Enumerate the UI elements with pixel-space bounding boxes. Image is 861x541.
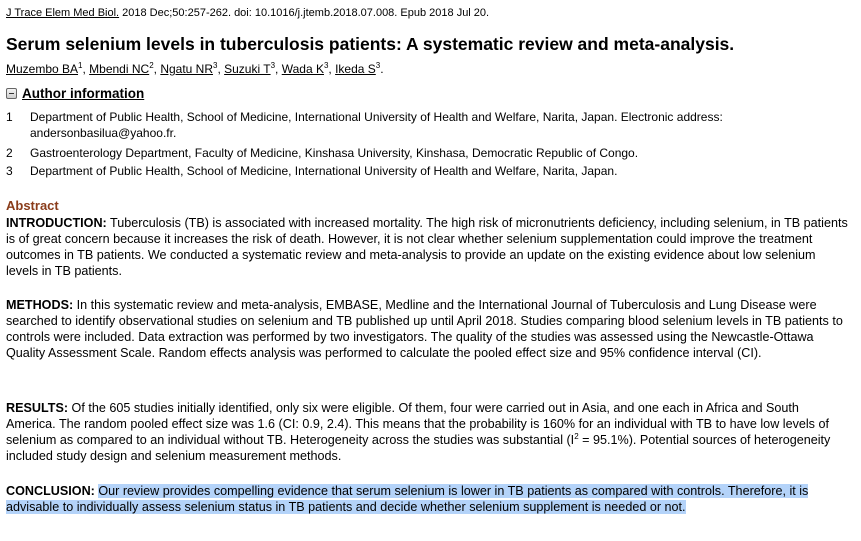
abstract-results: [6, 400, 851, 464]
author-link[interactable]: Ikeda S: [335, 62, 376, 76]
affiliation-number: 3: [6, 164, 13, 178]
results-text-continued: = 95.1%). Potential sources of heterogeneity included study design and selenium measurement methods.: [6, 433, 831, 463]
author-separator: ,: [275, 62, 282, 76]
author-information-label[interactable]: Author information: [22, 86, 145, 101]
author-separator: ,: [82, 62, 90, 76]
introduction-text: Tuberculosis (TB) is associated with increased mortality. The high risk of micronutrients deficiency, including selenium, in TB patients is of great concern because it increases the risk of death. However, it is not clear whether selenium supplementation could improve the treatment outcomes in TB patients. We conducted a systematic review and meta-analysis to provide an update on the existing evidence about low selenium levels in TB patients.: [6, 216, 848, 278]
affiliation-number: 2: [6, 146, 13, 160]
conclusion-text-selected[interactable]: Our review provides compelling evidence that serum selenium is lower in TB patients as compared with controls. Therefore, it is advisable to individually assess selenium status in TB patients and decide whether selenium supplement is needed or not.: [6, 484, 809, 514]
results-superscript: 2: [574, 431, 579, 441]
author-affiliation-number: 3: [270, 61, 276, 70]
results-text: Of the 605 studies initially identified, only six were eligible. Of them, four were carried out in Asia, and one each in Africa and South America. The random pooled effect size was 1.6 (CI: 0.9, 2.4). This means that the probability is 160% for an individual with TB to have low levels of selenium as compared to an individual without TB. Heterogeneity across the studies was substantial (I: [6, 401, 829, 447]
author-affiliation-number: 3: [213, 61, 218, 70]
methods-text: In this systematic review and meta-analysis, EMBASE, Medline and the International Journal of Tuberculosis and Lung Disease were searched to identify observational studies on selenium and TB published up until April 2018. Studies comparing blood selenium levels in TB patients to controls were included. Data extraction was performed by two investigators. The quality of the studies was assessed using the Newcastle-Ottawa Quality Assessment Scale. Random effects analysis was performed to calculate the pooled effect size and 95% confidence interval (CI).: [6, 298, 843, 360]
abstract-methods: [6, 297, 851, 361]
collapse-minus-icon[interactable]: [6, 88, 17, 99]
author-separator: ,: [153, 62, 161, 76]
affiliation-item: [6, 109, 806, 141]
affiliation-number: 1: [6, 110, 13, 124]
author-separator: ,: [328, 62, 336, 76]
author-separator: ,: [217, 62, 225, 76]
author-affiliation-number: 1: [78, 61, 83, 70]
results-label: RESULTS:: [6, 401, 69, 415]
article-title: Serum selenium levels in tuberculosis patients: A systematic review and meta-analysis.: [6, 34, 735, 54]
methods-label: METHODS:: [6, 298, 74, 312]
author-link[interactable]: Suzuki T: [224, 62, 271, 76]
journal-link[interactable]: J Trace Elem Med Biol.: [6, 7, 120, 19]
author-link[interactable]: Muzembo BA: [6, 62, 79, 76]
author-information-toggle[interactable]: [6, 86, 144, 101]
conclusion-label: CONCLUSION:: [6, 484, 95, 498]
introduction-label: INTRODUCTION:: [6, 216, 107, 230]
affiliation-text: Gastroenterology Department, Faculty of Medicine, Kinshasa University, Kinshasa, Democratic Republic of Congo.: [30, 146, 639, 160]
affiliation-item: [6, 145, 806, 161]
affiliation-item: [6, 163, 806, 179]
affiliation-text: Department of Public Health, School of Medicine, International University of Health and Welfare, Narita, Japan. Electronic address: andersonbasilua@yahoo.fr.: [30, 110, 723, 140]
author-list: [6, 62, 384, 77]
author-affiliation-number: 3: [323, 61, 329, 70]
citation-line: [6, 6, 489, 20]
affiliation-text: Department of Public Health, School of Medicine, International University of Health and Welfare, Narita, Japan.: [30, 164, 618, 178]
author-affiliation-number: 2: [149, 61, 154, 70]
abstract-heading: Abstract: [6, 198, 59, 213]
author-link[interactable]: Mbendi NC: [89, 62, 150, 76]
citation-details: 2018 Dec;50:257-262. doi: 10.1016/j.jtemb.2018.07.008. Epub 2018 Jul 20.: [119, 7, 490, 19]
abstract-introduction: [6, 215, 851, 279]
abstract-conclusion: [6, 483, 851, 515]
author-affiliation-number: 3: [375, 61, 381, 70]
author-link[interactable]: Wada K: [281, 62, 324, 76]
author-link[interactable]: Ngatu NR: [160, 62, 213, 76]
author-separator: .: [380, 62, 384, 76]
